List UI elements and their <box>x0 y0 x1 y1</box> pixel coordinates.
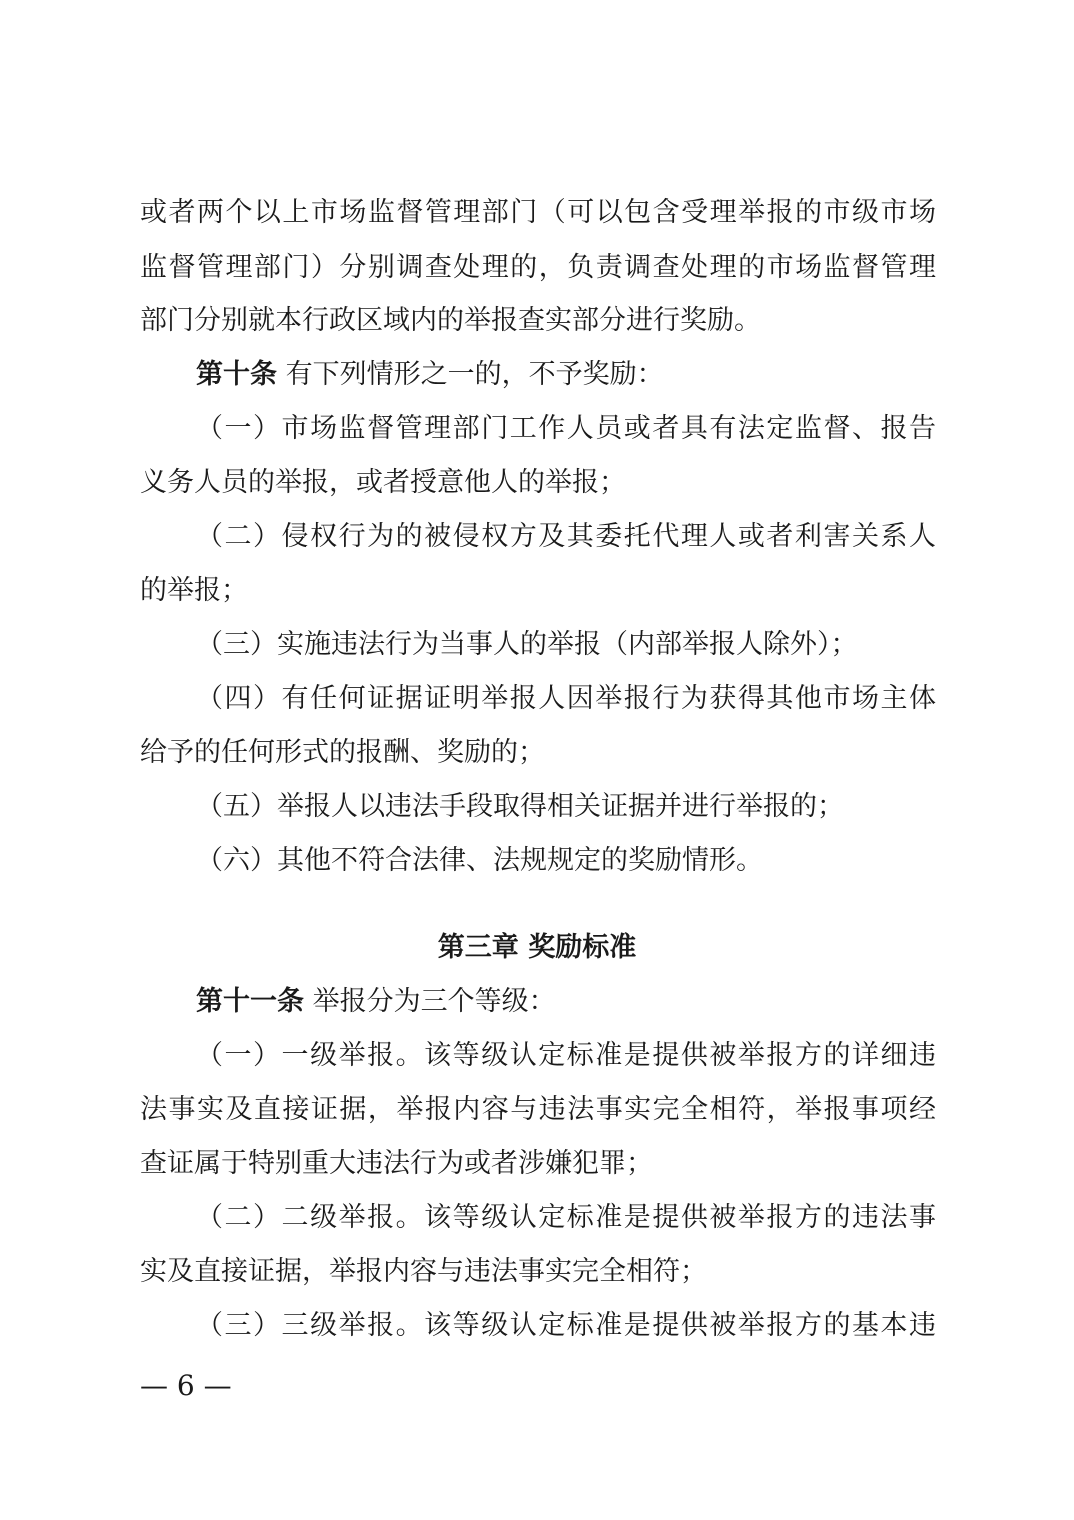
text-line: （四）有任何证据证明举报人因举报行为获得其他市场主体 <box>196 683 936 714</box>
text-line: 部门分别就本行政区域内的举报查实部分进行奖励。 <box>140 305 761 336</box>
text-line: （六）其他不符合法律、法规规定的奖励情形。 <box>196 845 763 876</box>
text-line: 或者两个以上市场监督管理部门（可以包含受理举报的市级市场 <box>140 197 936 228</box>
page-number: — 6 — <box>140 1369 232 1402</box>
article-10 <box>196 355 936 395</box>
text-line: 查证属于特别重大违法行为或者涉嫌犯罪； <box>140 1148 653 1179</box>
article-10-label: 第十条 <box>196 359 277 390</box>
article-11 <box>196 982 936 1022</box>
text-line: （三）三级举报。该等级认定标准是提供被举报方的基本违 <box>196 1310 936 1341</box>
text-line: （一）一级举报。该等级认定标准是提供被举报方的详细违 <box>196 1040 936 1071</box>
text-line: （二）侵权行为的被侵权方及其委托代理人或者利害关系人 <box>196 521 936 552</box>
text-line: （三）实施违法行为当事人的举报（内部举报人除外）； <box>196 629 858 660</box>
text-line: 的举报； <box>140 575 248 606</box>
text-line: （五）举报人以违法手段取得相关证据并进行举报的； <box>196 791 844 822</box>
text-line: （一）市场监督管理部门工作人员或者具有法定监督、报告 <box>196 413 936 444</box>
article-11-text: 举报分为三个等级： <box>312 986 556 1017</box>
text-line: 监督管理部门）分别调查处理的，负责调查处理的市场监督管理 <box>140 252 936 283</box>
text-line: 义务人员的举报，或者授意他人的举报； <box>140 467 626 498</box>
text-line: 给予的任何形式的报酬、奖励的； <box>140 737 545 768</box>
text-line: 实及直接证据，举报内容与违法事实完全相符； <box>140 1256 707 1287</box>
chapter-heading: 第三章 奖励标准 <box>437 932 637 963</box>
text-line: 法事实及直接证据，举报内容与违法事实完全相符，举报事项经 <box>140 1094 936 1125</box>
article-10-text: 有下列情形之一的，不予奖励： <box>285 359 664 390</box>
article-11-label: 第十一条 <box>196 986 304 1017</box>
text-line: （二）二级举报。该等级认定标准是提供被举报方的违法事 <box>196 1202 936 1233</box>
